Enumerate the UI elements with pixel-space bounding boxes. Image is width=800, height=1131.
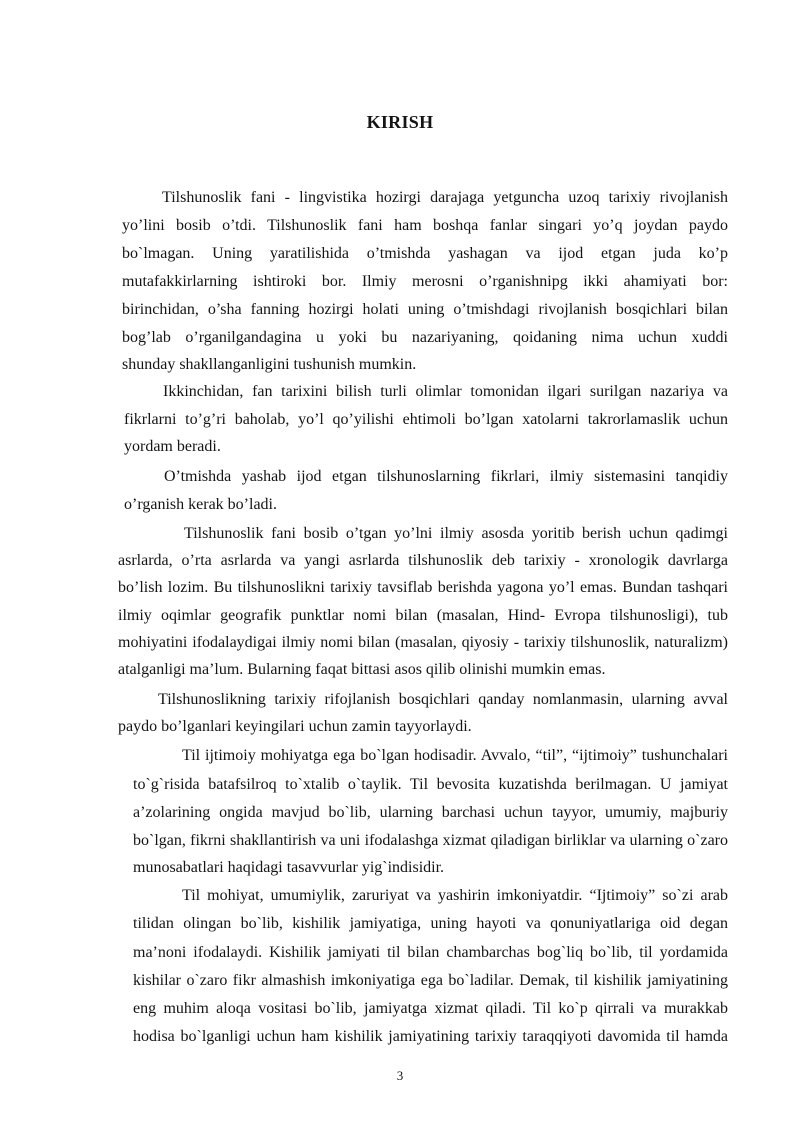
text-line: mohiyatini ifodalaydigai ilmiy nomi bilan (masalan, qiyosiy - tarixiy tilshunoslik, naturalizm) — [118, 634, 728, 651]
page-number: 3 — [396, 1068, 404, 1083]
text-line: bog’lab o’rganilgandagina u yoki bu nazariyaning, qoidaning nima uchun xuddi — [122, 329, 728, 346]
text-line: ma’noni ifodalaydi. Kishilik jamiyati til bilan chambarchas bog`liq bo`lib, til yordamida — [133, 944, 728, 961]
text-line: birinchidan, o’sha fanning hozirgi holati uning o’tmishdagi rivojlanish bosqichlari bilan — [122, 301, 728, 318]
text-line: kishilar o`zaro fikr almashish imkoniyatiga ega bo`ladilar. Demak, til kishilik jamiyatining — [133, 972, 728, 989]
text-line: Til ijtimoiy mohiyatga ega bo`lgan hodisadir. Avvalo, “til”, “ijtimoiy” tushunchalari — [182, 747, 728, 764]
text-line: Tilshunoslik fani bosib o’tgan yo’lni ilmiy asosda yoritib berish uchun qadimgi — [184, 525, 728, 542]
text-line: shunday shakllanganligini tushunish mumkin. — [122, 356, 417, 373]
text-line: bo`lmagan. Uning yaratilishida o’tmishda yashagan va ijod etgan juda ko’p — [122, 245, 728, 262]
text-line: yo’lini bosib o’tdi. Tilshunoslik fani ham boshqa fanlar singari yo’q joydan paydo — [122, 217, 728, 234]
text-line: bo`lgan, fikrni shakllantirish va uni ifodalashga xizmat qiladigan birliklar va ularning o`zaro — [133, 832, 728, 849]
text-line: yordam beradi. — [124, 438, 221, 455]
text-line: Til mohiyat, umumiylik, zaruriyat va yashirin imkoniyatdir. “Ijtimoiy” so`zi arab — [182, 887, 728, 904]
text-line: tilidan olingan bo`lib, kishilik jamiyatiga, uning hayoti va qonuniyatlariga oid degan — [133, 915, 728, 932]
text-line: a’zolarining ongida mavjud bo`lib, ularning barchasi uchun tayyor, umumiy, majburiy — [133, 804, 728, 821]
text-line: asrlarda, o’rta asrlarda va yangi asrlarda tilshunoslik deb tarixiy - xronologik davrlarga — [118, 552, 728, 569]
text-line: mutafakkirlarning ishtiroki bor. Ilmiy merosni o’rganishnipg ikki ahamiyati bor: — [122, 273, 728, 290]
text-line: Tilshunoslik fani - lingvistika hozirgi darajaga yetguncha uzoq tarixiy rivojlanish — [162, 189, 728, 206]
text-line: eng muhim aloqa vositasi bo`lib, jamiyatga xizmat qiladi. Til ko`p qirrali va murakkab — [133, 1000, 728, 1017]
text-line: to`g`risida batafsilroq to`xtalib o`taylik. Til bevosita kuzatishda berilmagan. U jamiyat — [133, 776, 728, 793]
text-line: o’rganish kerak bo’ladi. — [124, 496, 277, 513]
text-line: Tilshunoslikning tarixiy rifojlanish bosqichlari qanday nomlanmasin, ularning avval — [158, 691, 728, 708]
page-title: KIRISH — [366, 112, 434, 132]
text-line: atalganligi ma’lum. Bularning faqat bittasi asos qilib olinishi mumkin emas. — [118, 661, 606, 678]
text-line: Ikkinchidan, fan tarixini bilish turli olimlar tomonidan ilgari surilgan nazariya va — [163, 383, 728, 400]
text-line: paydo bo’lganlari keyingilari uchun zamin tayyorlaydi. — [118, 718, 472, 735]
text-line: hodisa bo`lganligi uchun ham kishilik jamiyatining tarixiy taraqqiyoti davomida til hamda — [133, 1028, 728, 1045]
text-line: fikrlarni to’g’ri baholab, yo’l qo’yilishi ehtimoli bo’lgan xatolarni takrorlamaslik uchun — [124, 411, 728, 428]
text-line: ilmiy oqimlar geografik punktlar nomi bilan (masalan, Hind- Evropa tilshunosligi), tub — [118, 607, 728, 624]
text-line: O’tmishda yashab ijod etgan tilshunoslarning fikrlari, ilmiy sistemasini tanqidiy — [164, 468, 728, 485]
text-line: munosabatlari haqidagi tasavvurlar yig`indisidir. — [133, 859, 445, 876]
text-line: bo’lish lozim. Bu tilshunoslikni tarixiy tavsiflab berishda yagona yo’l emas. Bundan tashqari — [118, 579, 728, 596]
